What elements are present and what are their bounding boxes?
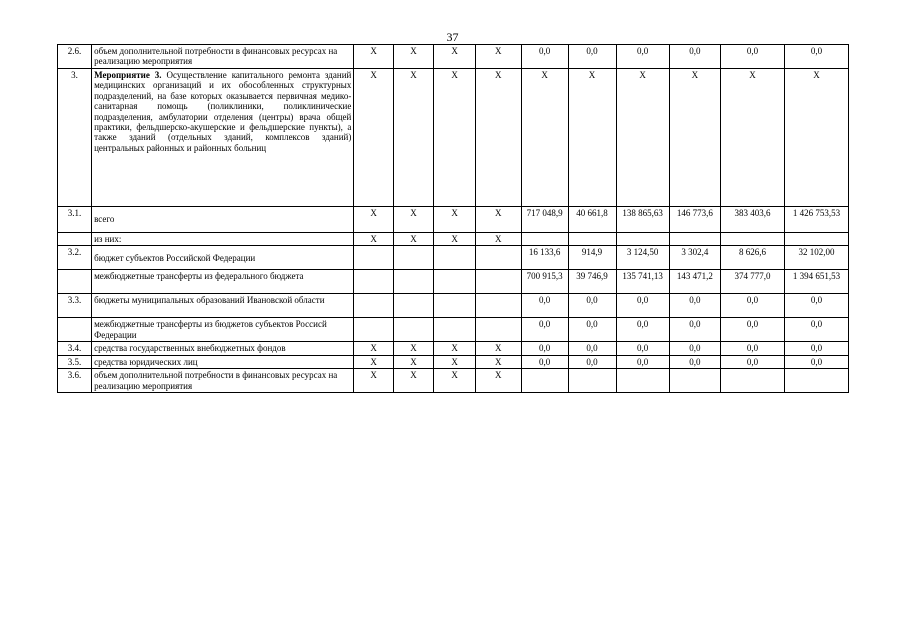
table-cell: 0,0	[521, 355, 568, 368]
table-cell: X	[475, 355, 521, 368]
table-cell: 0,0	[568, 318, 616, 342]
table-cell: 0,0	[568, 355, 616, 368]
table-cell: X	[434, 233, 476, 246]
row-number	[58, 318, 92, 342]
table-cell: X	[669, 69, 720, 207]
table-cell: X	[475, 342, 521, 355]
table-cell: X	[475, 207, 521, 233]
table-cell: X	[720, 69, 784, 207]
table-cell	[393, 294, 434, 318]
table-cell: X	[393, 69, 434, 207]
table-cell: 0,0	[521, 294, 568, 318]
table-cell: 0,0	[616, 294, 669, 318]
table-cell: 135 741,13	[616, 270, 669, 294]
table-cell: 0,0	[669, 45, 720, 69]
table-cell: X	[521, 69, 568, 207]
row-number	[58, 270, 92, 294]
table-cell: 717 048,9	[521, 207, 568, 233]
table-cell: 143 471,2	[669, 270, 720, 294]
table-cell: 0,0	[720, 355, 784, 368]
table-cell	[393, 318, 434, 342]
table-cell	[393, 246, 434, 270]
table-cell: 0,0	[720, 318, 784, 342]
row-description: всего	[92, 207, 354, 233]
table-cell: X	[393, 207, 434, 233]
table-cell: X	[354, 233, 393, 246]
row-number: 3.6.	[58, 369, 92, 393]
table-cell	[434, 294, 476, 318]
table-cell: 0,0	[521, 45, 568, 69]
table-cell: 0,0	[616, 355, 669, 368]
activity-text: Осуществление капитального ремонта зданий медицинских организаций и их обособленных структурных подразделений, на базе которых оказывается первичная медико-санитарная помощь (поликлиники, поликлинические подразделения, амбулатории отделения (центры) врача общей практики, фельдшерско-акушерские и фельдшерские пункты), а также зданий (отдельных зданий, комплексов зданий) центральных районных и районных больниц	[94, 70, 352, 153]
table-cell	[475, 246, 521, 270]
table-cell: 0,0	[784, 355, 848, 368]
row-description: бюджеты муниципальных образований Ивановской области	[92, 294, 354, 318]
table-cell: 0,0	[669, 294, 720, 318]
table-cell: 0,0	[784, 45, 848, 69]
table-cell: 0,0	[616, 45, 669, 69]
table-cell	[568, 233, 616, 246]
table-row	[58, 69, 849, 207]
budget-table	[57, 44, 849, 393]
table-cell: 146 773,6	[669, 207, 720, 233]
table-cell	[784, 233, 848, 246]
table-cell: 0,0	[669, 342, 720, 355]
row-description: бюджет субъектов Российской Федерации	[92, 246, 354, 270]
row-description: межбюджетные трансферты из бюджетов субъектов Россисй Федерации	[92, 318, 354, 342]
table-cell: 0,0	[720, 342, 784, 355]
table-cell	[434, 270, 476, 294]
table-cell: 0,0	[616, 318, 669, 342]
table-cell: X	[568, 69, 616, 207]
table-row	[58, 355, 849, 368]
table-cell: 0,0	[568, 342, 616, 355]
table-row	[58, 318, 849, 342]
row-description: межбюджетные трансферты из федерального бюджета	[92, 270, 354, 294]
table-row	[58, 45, 849, 69]
table-cell: 0,0	[784, 318, 848, 342]
table-cell	[354, 270, 393, 294]
table-cell: X	[393, 342, 434, 355]
table-cell	[720, 369, 784, 393]
table-cell	[354, 294, 393, 318]
table-cell: 40 661,8	[568, 207, 616, 233]
table-cell: 32 102,00	[784, 246, 848, 270]
table-cell: 0,0	[568, 45, 616, 69]
table-cell: X	[434, 342, 476, 355]
table-row	[58, 342, 849, 355]
table-cell: 0,0	[720, 294, 784, 318]
table-cell: 0,0	[669, 318, 720, 342]
table-cell: X	[434, 45, 476, 69]
table-cell: 0,0	[784, 294, 848, 318]
row-description: объем дополнительной потребности в финансовых ресурсах на реализацию мероприятия	[92, 45, 354, 69]
row-description: средства государственных внебюджетных фондов	[92, 342, 354, 355]
table-cell: 0,0	[720, 45, 784, 69]
table-cell	[616, 233, 669, 246]
table-cell: 16 133,6	[521, 246, 568, 270]
table-cell: 0,0	[568, 294, 616, 318]
table-row	[58, 233, 849, 246]
table-cell: X	[784, 69, 848, 207]
table-cell: X	[434, 355, 476, 368]
activity-title: Мероприятие 3.	[94, 70, 162, 80]
row-number: 2.6.	[58, 45, 92, 69]
table-cell: 0,0	[521, 318, 568, 342]
table-cell: 0,0	[521, 342, 568, 355]
table-cell: 39 746,9	[568, 270, 616, 294]
table-cell: X	[354, 207, 393, 233]
table-cell	[475, 294, 521, 318]
row-number: 3.	[58, 69, 92, 207]
table-cell	[616, 369, 669, 393]
table-cell	[568, 369, 616, 393]
table-cell: 383 403,6	[720, 207, 784, 233]
table-body	[58, 45, 849, 393]
table-cell	[475, 318, 521, 342]
row-number: 3.4.	[58, 342, 92, 355]
table-cell: X	[354, 69, 393, 207]
table-cell	[434, 318, 476, 342]
row-description: из них:	[92, 233, 354, 246]
table-cell	[475, 270, 521, 294]
table-cell	[669, 233, 720, 246]
table-cell	[354, 246, 393, 270]
table-cell: 3 302,4	[669, 246, 720, 270]
table-cell	[354, 318, 393, 342]
table-row	[58, 270, 849, 294]
row-number: 3.3.	[58, 294, 92, 318]
table-cell	[784, 369, 848, 393]
row-number: 3.5.	[58, 355, 92, 368]
table-cell: 914,9	[568, 246, 616, 270]
table-cell: X	[393, 233, 434, 246]
table-cell	[393, 270, 434, 294]
row-description: объем дополнительной потребности в финансовых ресурсах на реализацию мероприятия	[92, 369, 354, 393]
table-cell: X	[475, 233, 521, 246]
table-row	[58, 369, 849, 393]
table-cell: 3 124,50	[616, 246, 669, 270]
row-number: 3.2.	[58, 246, 92, 270]
table-cell: X	[354, 369, 393, 393]
table-cell: X	[475, 69, 521, 207]
table-cell: X	[393, 45, 434, 69]
table-row	[58, 294, 849, 318]
table-cell: 1 426 753,53	[784, 207, 848, 233]
table-cell: X	[354, 342, 393, 355]
table-cell: 700 915,3	[521, 270, 568, 294]
table-cell: X	[434, 369, 476, 393]
table-cell: X	[434, 69, 476, 207]
table-cell	[521, 369, 568, 393]
table-cell: 0,0	[669, 355, 720, 368]
table-cell: X	[475, 45, 521, 69]
row-description	[92, 69, 354, 207]
table-cell: 1 394 651,53	[784, 270, 848, 294]
table-cell	[434, 246, 476, 270]
table-cell: X	[354, 45, 393, 69]
table-cell: 0,0	[784, 342, 848, 355]
table-cell	[521, 233, 568, 246]
table-cell: X	[393, 355, 434, 368]
table-cell: 8 626,6	[720, 246, 784, 270]
table-cell: 138 865,63	[616, 207, 669, 233]
table-cell: X	[393, 369, 434, 393]
table-cell	[669, 369, 720, 393]
table-cell: 0,0	[616, 342, 669, 355]
table-row	[58, 207, 849, 233]
table-cell: X	[475, 369, 521, 393]
table-cell: 374 777,0	[720, 270, 784, 294]
row-number: 3.1.	[58, 207, 92, 233]
row-number	[58, 233, 92, 246]
table-cell: X	[434, 207, 476, 233]
table-cell: X	[616, 69, 669, 207]
table-row	[58, 246, 849, 270]
table-cell	[720, 233, 784, 246]
page-number: 37	[446, 30, 459, 44]
row-description: средства юридических лиц	[92, 355, 354, 368]
table-cell: X	[354, 355, 393, 368]
